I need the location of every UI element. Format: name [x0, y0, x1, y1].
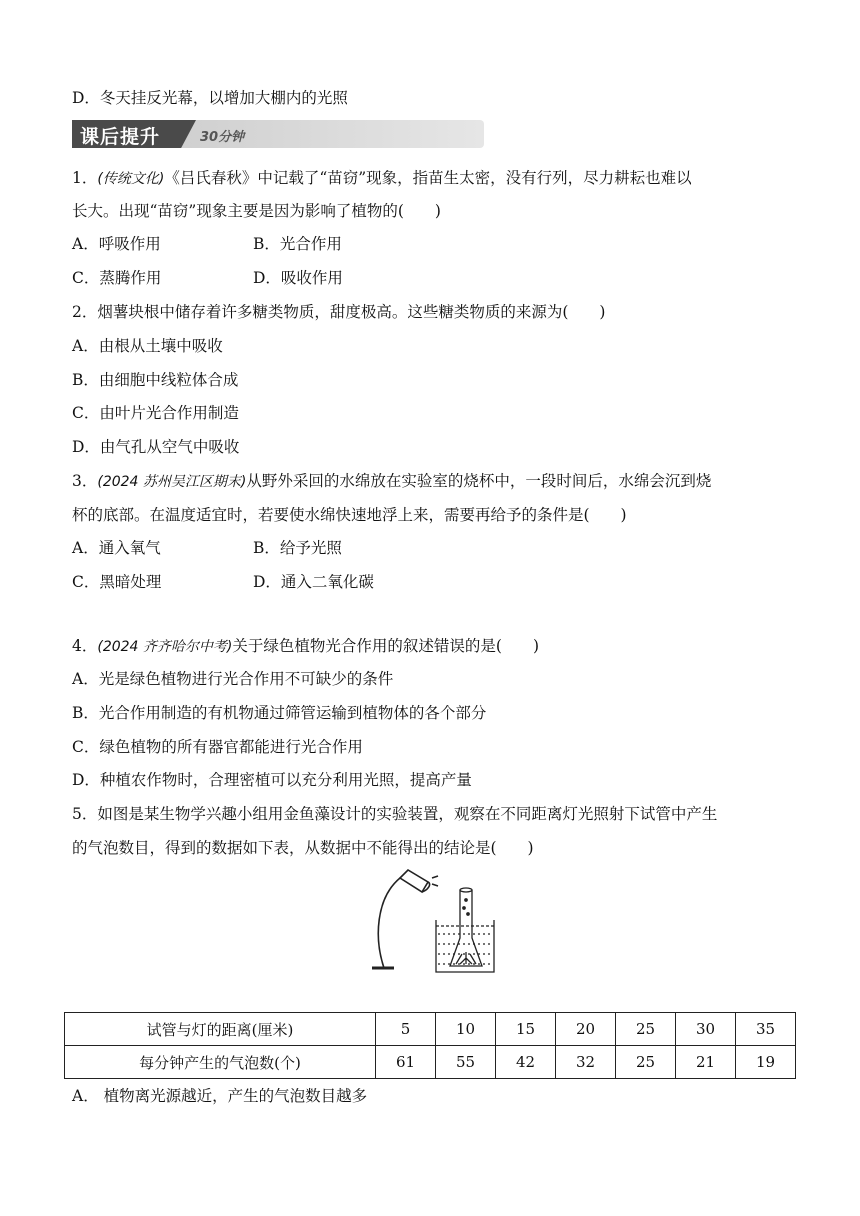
table-cell: 21: [676, 1046, 736, 1079]
banner-title: 课后提升: [80, 126, 161, 148]
table-row-bubbles: [65, 1046, 796, 1079]
q1-option-a: A．呼吸作用: [72, 235, 161, 253]
q3-source-tag: (2024 苏州吴江区期末): [97, 474, 247, 490]
q1-stem-text: 《吕氏春秋》中记载了“苗窃”现象，指苗生太密，没有行列，尽力耕耘也难以: [164, 169, 692, 187]
q1-stem-line2: 长大。出现“苗窃”现象主要是因为影响了植物的( ): [72, 202, 441, 220]
q2-stem: 2．烟薯块根中储存着许多糖类物质，甜度极高。这些糖类物质的来源为( ): [72, 303, 606, 321]
table-cell: 35: [736, 1013, 796, 1046]
q1-option-b: B．光合作用: [253, 235, 342, 253]
q4-source-tag: (2024 齐齐哈尔中考): [97, 639, 233, 655]
banner-time: 30分钟: [200, 130, 245, 145]
q1-number: 1．: [72, 169, 98, 187]
q1-option-c: C．蒸腾作用: [72, 269, 162, 287]
q5-stem-line1: 5．如图是某生物学兴趣小组用金鱼藻设计的实验装置，观察在不同距离灯光照射下试管中产生: [72, 805, 718, 823]
q4-option-a: A．光是绿色植物进行光合作用不可缺少的条件: [72, 670, 394, 688]
beaker-illustration: [436, 888, 494, 972]
table-row-distance: [65, 1013, 796, 1046]
q4-option-b: B．光合作用制造的有机物通过筛管运输到植物体的各个部分: [72, 704, 487, 722]
table-cell: 55: [436, 1046, 496, 1079]
lamp-stand: [378, 878, 400, 968]
q3-option-a: A．通入氧气: [72, 539, 161, 557]
table-cell: 19: [736, 1046, 796, 1079]
table-cell: 32: [556, 1046, 616, 1079]
table-row-label: 每分钟产生的气泡数(个): [65, 1046, 376, 1079]
table-cell: 61: [376, 1046, 436, 1079]
q2-option-c: C．由叶片光合作用制造: [72, 404, 239, 422]
table-cell: 5: [376, 1013, 436, 1046]
table-cell: 25: [616, 1013, 676, 1046]
q3-stem-line1: [72, 471, 711, 492]
q1-stem-line1: [72, 168, 692, 189]
q4-stem: [72, 636, 539, 657]
q1-source-tag: (传统文化): [97, 171, 165, 187]
q3-number: 3．: [72, 472, 98, 490]
lamp-illustration: [372, 870, 438, 968]
experiment-apparatus-figure: [370, 868, 502, 978]
q3-stem-text: 从野外采回的水绵放在实验室的烧杯中，一段时间后，水绵会沉到烧: [246, 472, 712, 490]
q0-option-d: D．冬天挂反光幕，以增加大棚内的光照: [72, 89, 348, 107]
q5-option-a: A． 植物离光源越近，产生的气泡数目越多: [72, 1087, 368, 1105]
table-cell: 10: [436, 1013, 496, 1046]
q2-option-d: D．由气孔从空气中吸收: [72, 438, 240, 456]
section-banner: [72, 120, 484, 148]
lamp-shade: [400, 870, 428, 892]
q3-option-d: D．通入二氧化碳: [253, 573, 374, 591]
q2-option-b: B．由细胞中线粒体合成: [72, 371, 239, 389]
q4-option-c: C．绿色植物的所有器官都能进行光合作用: [72, 738, 363, 756]
data-table: [64, 1012, 796, 1079]
table-row-label: 试管与灯的距离(厘米): [65, 1013, 376, 1046]
q1-option-d: D．吸收作用: [253, 269, 343, 287]
q5-stem-line2: 的气泡数目，得到的数据如下表，从数据中不能得出的结论是( ): [72, 839, 534, 857]
q3-option-b: B．给予光照: [253, 539, 342, 557]
q3-stem-line2: 杯的底部。在温度适宜时，若要使水绵快速地浮上来，需要再给予的条件是( ): [72, 506, 627, 524]
table-cell: 15: [496, 1013, 556, 1046]
q3-option-c: C．黑暗处理: [72, 573, 162, 591]
q4-stem-text: 关于绿色植物光合作用的叙述错误的是( ): [232, 637, 539, 655]
table-cell: 25: [616, 1046, 676, 1079]
table-cell: 30: [676, 1013, 736, 1046]
q4-option-d: D．种植农作物时，合理密植可以充分利用光照，提高产量: [72, 771, 472, 789]
table-cell: 20: [556, 1013, 616, 1046]
table-cell: 42: [496, 1046, 556, 1079]
q2-option-a: A．由根从土壤中吸收: [72, 337, 223, 355]
q4-number: 4．: [72, 637, 98, 655]
